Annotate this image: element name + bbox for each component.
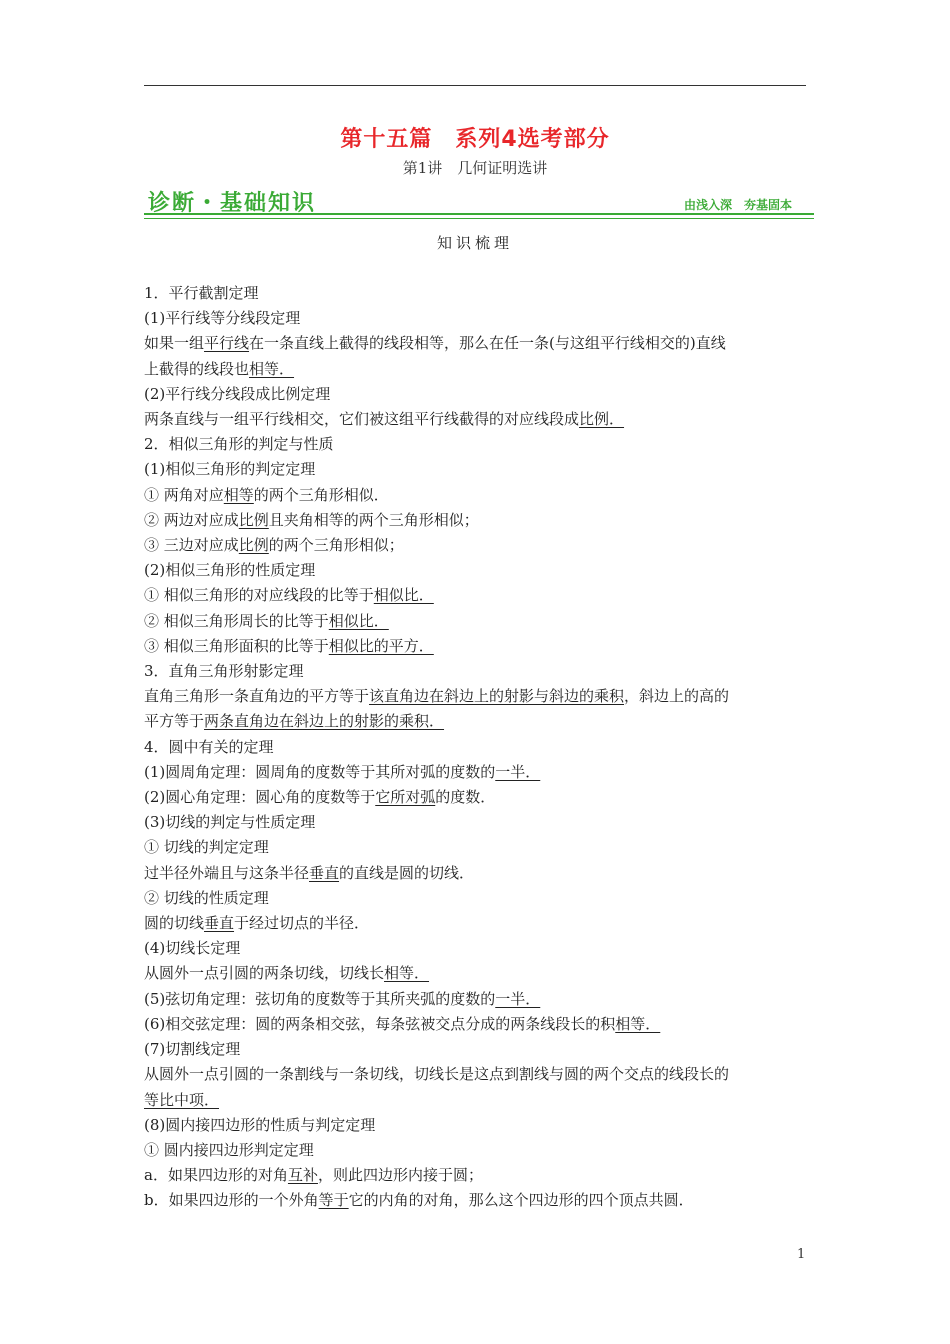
content-line <box>144 357 808 382</box>
content-text: 两条直线与一组平行线相交，它们被这组平行线截得的对应线段成 <box>144 410 580 429</box>
content-text: 直角三角形一条直角边的平方等于 <box>144 687 370 706</box>
answer-blank: 垂直 <box>309 863 340 882</box>
content-text: b．如果四边形的一个外角 <box>144 1191 319 1210</box>
content-text: a．如果四边形的对角 <box>144 1166 288 1185</box>
content-text: 的度数． <box>435 788 496 807</box>
content-text: ，斜边上的高的 <box>624 687 730 706</box>
content-line <box>144 483 808 508</box>
content-text: 的两个三角形相似； <box>268 536 404 555</box>
lesson-subtitle: 第1讲 几何证明选讲 <box>402 159 548 177</box>
content-line <box>144 407 808 432</box>
header-rule <box>144 85 806 86</box>
content-text: (1)相似三角形的判定定理 <box>144 460 316 479</box>
answer-blank: 相等 <box>223 485 254 504</box>
answer-blank: 相似比． <box>328 611 389 630</box>
content-text: (6)相交弦定理：圆的两条相交弦，每条弦被交点分成的两条线段长的积 <box>144 1014 616 1033</box>
content-text: 且夹角相等的两个三角形相似； <box>268 510 479 529</box>
answer-blank: 比例 <box>238 536 269 555</box>
banner-divider-thin <box>144 218 814 219</box>
content-text: 过半径外端且与这条半径 <box>144 863 310 882</box>
answer-blank: 比例． <box>579 410 625 429</box>
answer-blank: 等于 <box>318 1191 349 1210</box>
content-text: ，则此四边形内接于圆； <box>317 1166 483 1185</box>
content-line <box>144 457 808 482</box>
answer-blank: 比例 <box>238 510 269 529</box>
answer-blank: 一半． <box>495 762 541 781</box>
content-line <box>144 684 808 709</box>
answer-blank: 相等． <box>384 964 430 983</box>
content-text: 于经过切点的半径． <box>234 914 370 933</box>
banner-divider <box>144 213 814 215</box>
answer-blank: 该直角边在斜边上的射影与斜边的乘积 <box>369 687 625 706</box>
content-text: (7)切割线定理 <box>144 1040 241 1059</box>
content-text: 在一条直线上截得的线段相等，那么在任一条(与这组平行线相交的)直线 <box>249 334 726 353</box>
content-text: 3．直角三角形射影定理 <box>144 662 304 681</box>
page-title: 第十五篇 系列4选考部分 <box>340 127 610 152</box>
content-line <box>144 835 808 860</box>
content-line <box>144 1138 808 1163</box>
content-line <box>144 306 808 331</box>
page-number: 1 <box>797 1247 806 1262</box>
answer-blank: 相等． <box>249 359 295 378</box>
content-line <box>144 533 808 558</box>
content-line <box>144 508 808 533</box>
answer-blank: 互补 <box>287 1166 318 1185</box>
content-text: ① 相似三角形的对应线段的比等于 <box>144 586 374 605</box>
content-line <box>144 609 808 634</box>
content-text: ② 相似三角形周长的比等于 <box>144 611 329 630</box>
content-text: 它的内角的对角，那么这个四边形的四个顶点共圆． <box>348 1191 694 1210</box>
content-text: 如果一组 <box>144 334 205 353</box>
content-line <box>144 583 808 608</box>
content-text: (4)切线长定理 <box>144 939 241 958</box>
content-line <box>144 936 808 961</box>
content-text: 的直线是圆的切线． <box>339 863 475 882</box>
content-text: (5)弦切角定理：弦切角的度数等于其所夹弧的度数的 <box>144 989 496 1008</box>
content-text: 4．圆中有关的定理 <box>144 737 274 756</box>
content-line <box>144 1188 808 1213</box>
banner-motto: 由浅入深 夯基固本 <box>683 198 792 212</box>
knowledge-content <box>144 281 808 1214</box>
answer-blank: 相似比． <box>373 586 434 605</box>
content-text: (8)圆内接四边形的性质与判定定理 <box>144 1115 376 1134</box>
content-line <box>144 659 808 684</box>
section-title: 知识梳理 <box>436 234 513 252</box>
section-banner <box>144 186 814 220</box>
answer-blank: 相似比的平方． <box>328 636 434 655</box>
content-line <box>144 785 808 810</box>
content-line <box>144 1163 808 1188</box>
content-text: (3)切线的判定与性质定理 <box>144 813 316 832</box>
content-line <box>144 709 808 734</box>
content-text: 从圆外一点引圆的一条割线与一条切线，切线长是这点到割线与圆的两个交点的线段长的 <box>144 1065 730 1084</box>
content-text: 上截得的线段也 <box>144 359 250 378</box>
content-line <box>144 634 808 659</box>
content-text: ② 切线的性质定理 <box>144 888 269 907</box>
answer-blank: 平行线 <box>204 334 250 353</box>
content-line <box>144 735 808 760</box>
content-text: ① 圆内接四边形判定定理 <box>144 1140 314 1159</box>
content-text: 平方等于 <box>144 712 205 731</box>
answer-blank: 相等． <box>615 1014 661 1033</box>
content-text: (2)相似三角形的性质定理 <box>144 561 316 580</box>
content-text: (1)圆周角定理：圆周角的度数等于其所对弧的度数的 <box>144 762 496 781</box>
content-text: ③ 相似三角形面积的比等于 <box>144 636 329 655</box>
content-line <box>144 987 808 1012</box>
content-line <box>144 558 808 583</box>
content-text: ① 两角对应 <box>144 485 224 504</box>
content-text: (2)圆心角定理：圆心角的度数等于 <box>144 788 376 807</box>
content-text: 的两个三角形相似． <box>253 485 389 504</box>
content-line <box>144 886 808 911</box>
content-text: (2)平行线分线段成比例定理 <box>144 384 331 403</box>
answer-blank: 等比中项． <box>144 1090 220 1109</box>
content-line <box>144 281 808 306</box>
content-line <box>144 861 808 886</box>
answer-blank: 两条直角边在斜边上的射影的乘积． <box>204 712 445 731</box>
content-text: (1)平行线等分线段定理 <box>144 309 301 328</box>
banner-heading: 诊断・基础知识 <box>148 191 317 216</box>
content-line <box>144 1037 808 1062</box>
answer-blank: 一半． <box>495 989 541 1008</box>
content-text: 圆的切线 <box>144 914 205 933</box>
content-line <box>144 1113 808 1138</box>
content-line <box>144 1062 808 1087</box>
content-line <box>144 382 808 407</box>
content-line <box>144 1012 808 1037</box>
content-line <box>144 961 808 986</box>
answer-blank: 它所对弧 <box>375 788 436 807</box>
content-line <box>144 911 808 936</box>
content-text: 从圆外一点引圆的两条切线，切线长 <box>144 964 385 983</box>
content-line <box>144 760 808 785</box>
content-line <box>144 331 808 356</box>
content-text: ③ 三边对应成 <box>144 536 239 555</box>
content-text: ① 切线的判定定理 <box>144 838 269 857</box>
content-text: ② 两边对应成 <box>144 510 239 529</box>
content-line <box>144 1088 808 1113</box>
content-line <box>144 432 808 457</box>
content-line <box>144 810 808 835</box>
content-text: 1．平行截割定理 <box>144 284 259 302</box>
answer-blank: 垂直 <box>204 914 235 933</box>
content-text: 2．相似三角形的判定与性质 <box>144 435 334 454</box>
